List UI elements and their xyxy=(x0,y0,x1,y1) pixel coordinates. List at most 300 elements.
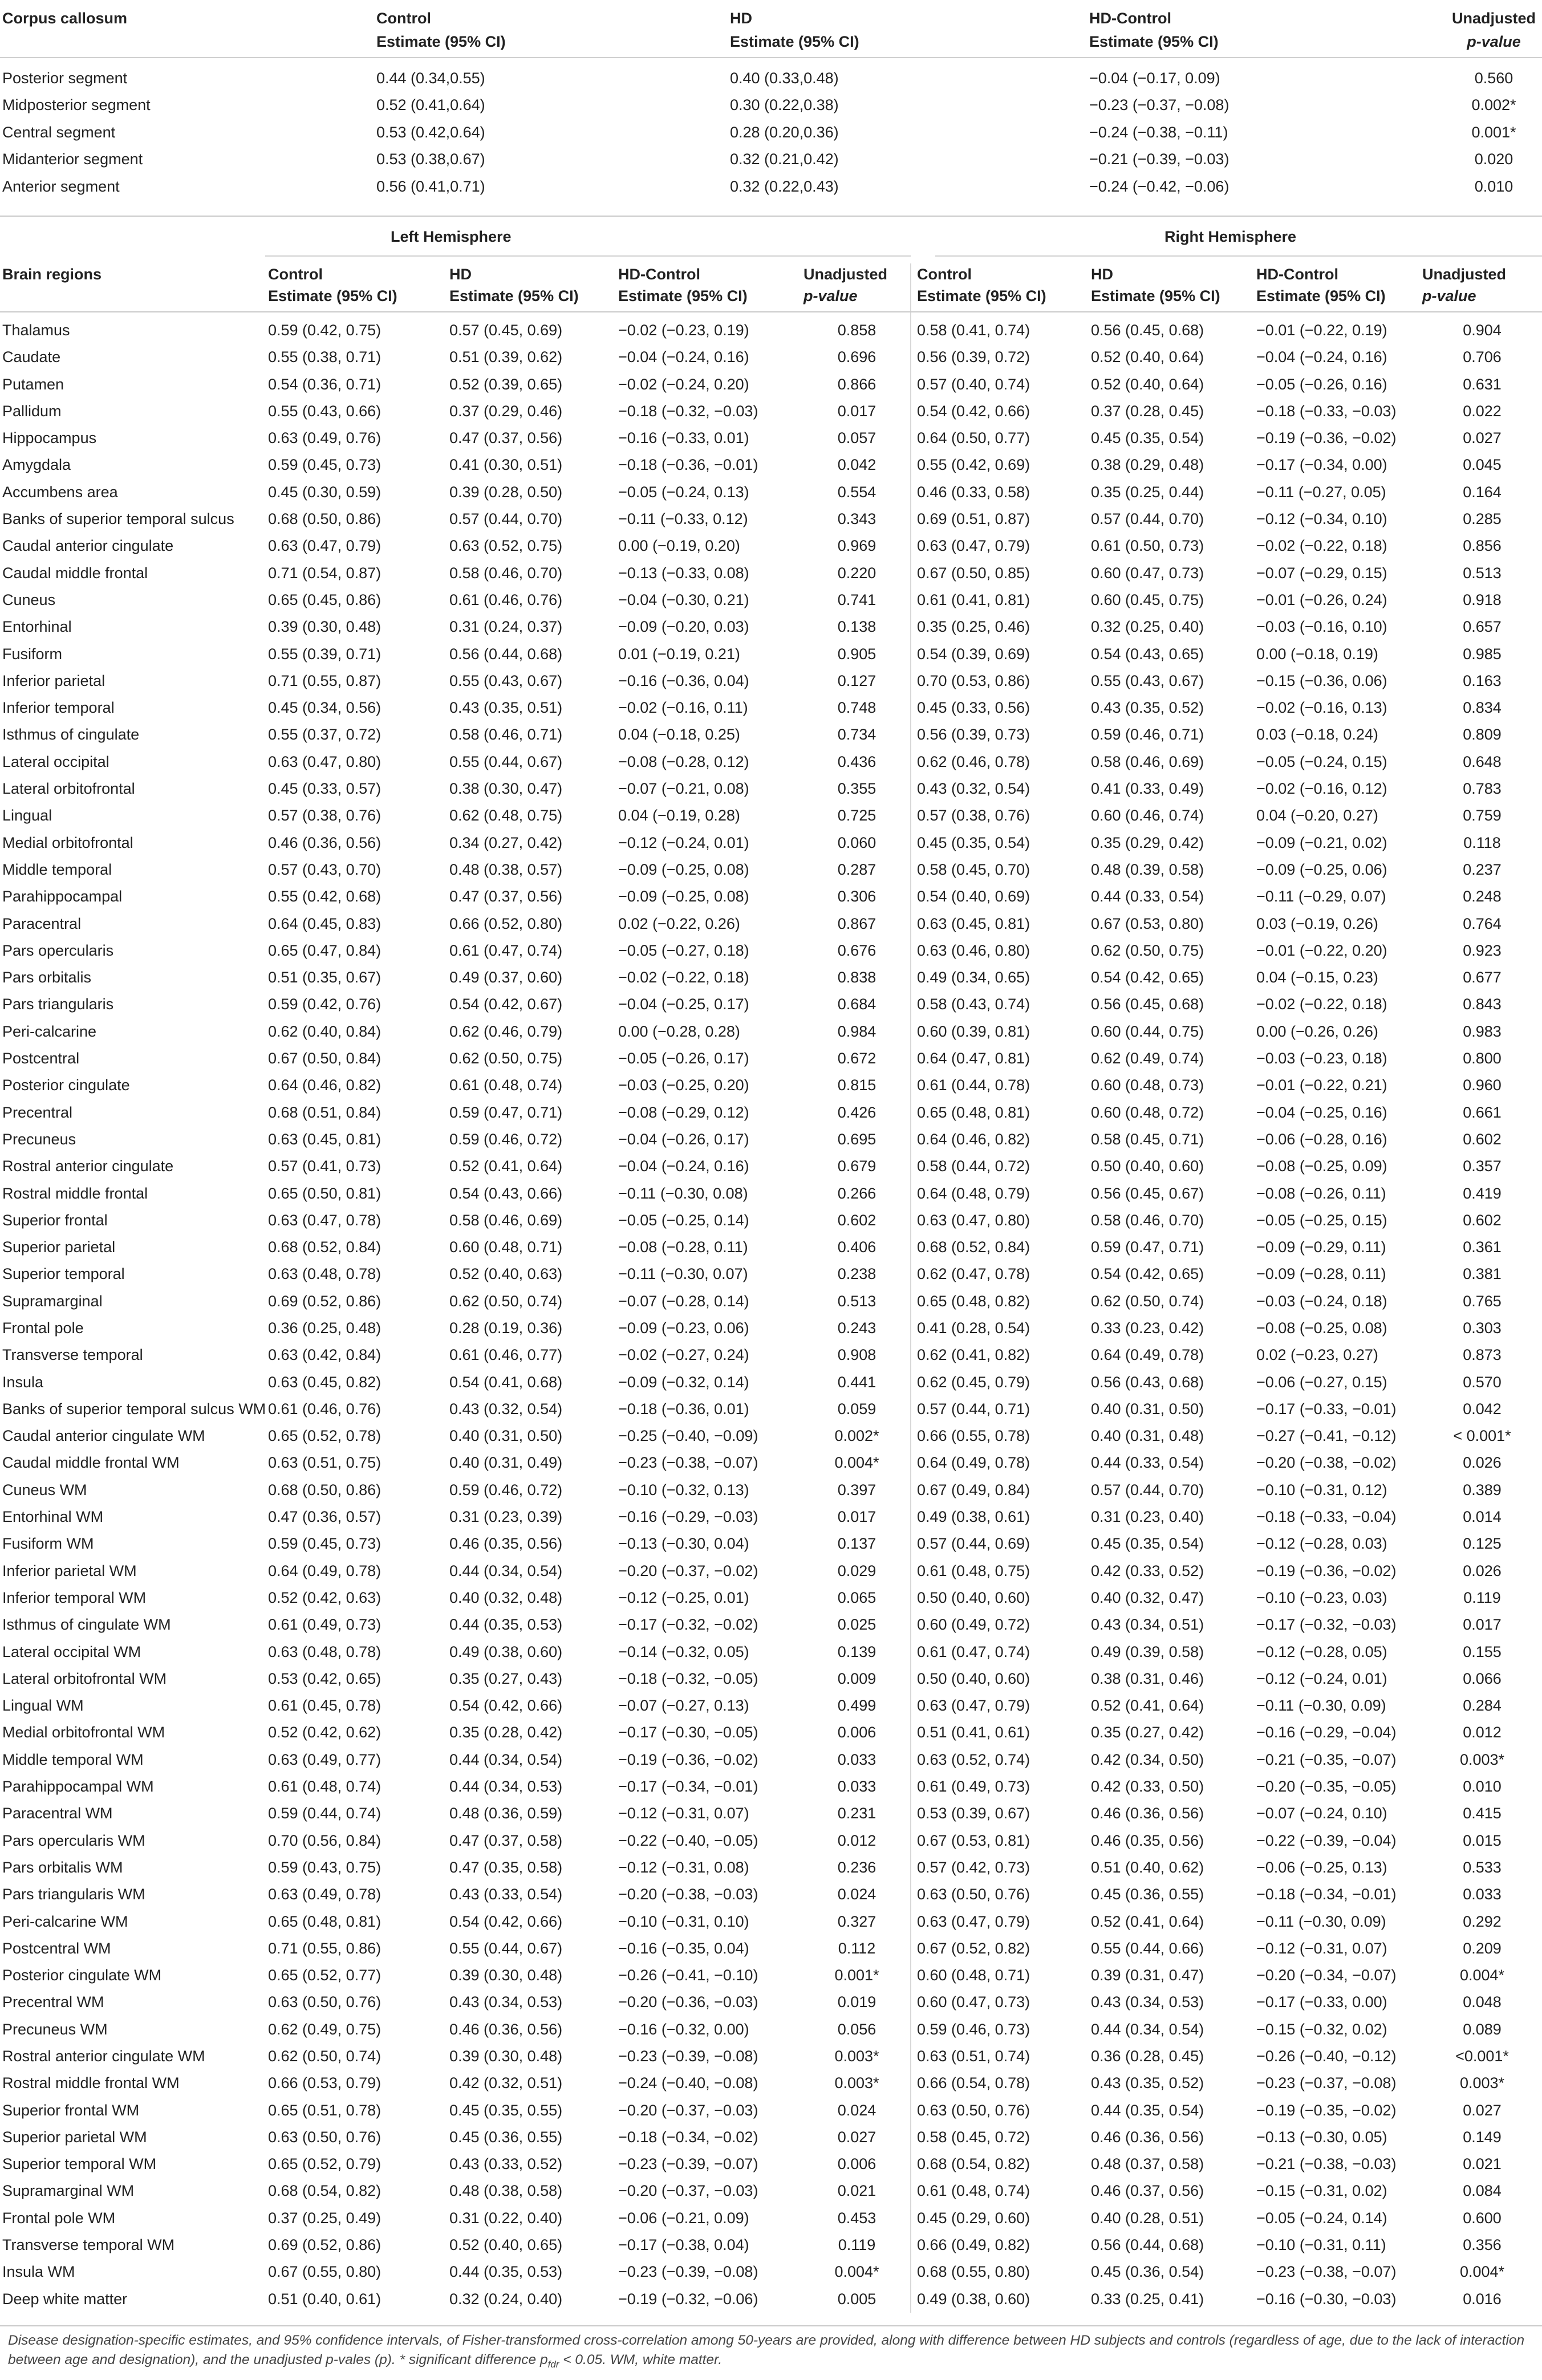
brain-region-cell: 0.858 xyxy=(804,312,911,344)
brain-region-cell: 0.63 (0.46, 0.80) xyxy=(917,941,1030,959)
brain-region-name: Pars triangularis xyxy=(2,996,114,1013)
brain-region-cell: 0.984 xyxy=(804,1018,911,1045)
brain-region-cell: 0.44 (0.35, 0.53) xyxy=(449,2263,563,2281)
brain-region-cell: 0.43 (0.35, 0.52) xyxy=(1091,2074,1204,2092)
brain-region-cell: 0.209 xyxy=(1463,1939,1502,1957)
brain-region-name: Peri-calcarine xyxy=(2,1022,97,1040)
left-hemisphere-title: Left Hemisphere xyxy=(391,228,512,245)
brain-region-cell: 0.61 (0.49, 0.73) xyxy=(917,1778,1030,1796)
brain-region-cell: 0.57 (0.40, 0.74) xyxy=(917,375,1030,393)
brain-region-cell: 0.56 (0.45, 0.68) xyxy=(1091,322,1204,339)
brain-region-cell: 0.137 xyxy=(804,1530,911,1557)
brain-region-cell: 0.41 (0.30, 0.51) xyxy=(449,456,563,474)
brain-region-cell: 0.010 xyxy=(1463,1778,1502,1796)
left-p-header: Unadjusted xyxy=(804,263,911,285)
brain-region-cell: 0.52 (0.40, 0.63) xyxy=(449,1265,563,1283)
brain-region-name: Isthmus of cingulate WM xyxy=(2,1616,171,1634)
brain-region-cell: 0.64 (0.50, 0.77) xyxy=(917,429,1030,447)
brain-region-cell: 0.65 (0.48, 0.81) xyxy=(917,1103,1030,1121)
brain-region-name: Transverse temporal WM xyxy=(2,2236,175,2254)
brain-region-cell: 0.60 (0.46, 0.74) xyxy=(1091,807,1204,825)
brain-region-cell: −0.15 (−0.36, 0.06) xyxy=(1256,672,1387,689)
brain-region-cell: 0.57 (0.44, 0.71) xyxy=(917,1400,1030,1418)
brain-region-cell: 0.60 (0.39, 0.81) xyxy=(917,1022,1030,1040)
brain-region-cell: −0.01 (−0.22, 0.20) xyxy=(1256,941,1387,959)
brain-region-cell: −0.20 (−0.37, −0.02) xyxy=(618,1562,758,1579)
brain-region-cell: 0.67 (0.52, 0.82) xyxy=(917,1939,1030,1957)
brain-region-row xyxy=(0,1935,1542,1962)
brain-region-cell: 0.65 (0.52, 0.77) xyxy=(268,1967,382,1984)
brain-region-cell: 0.266 xyxy=(804,1180,911,1207)
brain-region-cell: −0.06 (−0.28, 0.16) xyxy=(1256,1130,1387,1148)
brain-region-name: Inferior temporal xyxy=(2,699,115,717)
brain-region-cell: 0.357 xyxy=(1463,1157,1502,1175)
brain-region-row xyxy=(0,2232,1542,2259)
brain-region-cell: 0.45 (0.30, 0.59) xyxy=(268,483,382,501)
brain-region-row xyxy=(0,749,1542,775)
right-hd-subheader: Estimate (95% CI) xyxy=(1091,285,1256,312)
brain-region-name: Cuneus xyxy=(2,591,56,608)
cc-table-cell: 0.53 (0.42,0.64) xyxy=(376,123,485,141)
brain-region-cell: 0.661 xyxy=(1463,1103,1502,1121)
brain-region-cell: −0.08 (−0.25, 0.08) xyxy=(1256,1319,1387,1337)
brain-region-cell: −0.26 (−0.41, −0.10) xyxy=(618,1967,758,1984)
brain-region-cell: 0.00 (−0.26, 0.26) xyxy=(1256,1022,1378,1040)
brain-region-cell: 0.676 xyxy=(804,937,911,964)
brain-region-cell: −0.11 (−0.30, 0.08) xyxy=(618,1184,748,1202)
cc-segment-name: Central segment xyxy=(2,123,116,141)
brain-region-cell: 0.47 (0.36, 0.57) xyxy=(268,1508,382,1526)
brain-region-cell: −0.08 (−0.25, 0.09) xyxy=(1256,1157,1387,1175)
brain-region-cell: 0.024 xyxy=(804,2097,911,2124)
brain-region-cell: 0.69 (0.51, 0.87) xyxy=(917,510,1030,528)
brain-region-cell: 0.017 xyxy=(804,398,911,425)
brain-region-cell: 0.015 xyxy=(1463,1831,1502,1849)
brain-region-cell: 0.58 (0.45, 0.70) xyxy=(917,860,1030,878)
brain-region-cell: 0.61 (0.45, 0.78) xyxy=(268,1697,382,1715)
brain-region-cell: 0.004* xyxy=(1459,2263,1505,2281)
brain-region-cell: 0.45 (0.35, 0.54) xyxy=(1091,1535,1204,1553)
brain-region-cell: 0.39 (0.30, 0.48) xyxy=(449,2048,563,2065)
brain-region-cell: 0.55 (0.43, 0.66) xyxy=(268,402,382,420)
brain-region-cell: 0.67 (0.49, 0.84) xyxy=(917,1481,1030,1498)
brain-region-cell: −0.18 (−0.34, −0.02) xyxy=(618,2128,758,2146)
brain-region-cell: 0.809 xyxy=(1463,726,1502,744)
corpus-callosum-table xyxy=(0,0,1542,200)
brain-region-name: Lateral occipital WM xyxy=(2,1643,141,1660)
brain-region-cell: 0.065 xyxy=(804,1585,911,1611)
brain-region-row xyxy=(0,1692,1542,1719)
brain-region-cell: 0.54 (0.43, 0.65) xyxy=(1091,645,1204,663)
brain-region-row xyxy=(0,1261,1542,1288)
brain-region-row xyxy=(0,1747,1542,1773)
brain-region-cell: 0.62 (0.40, 0.84) xyxy=(268,1022,382,1040)
brain-region-cell: 0.61 (0.48, 0.74) xyxy=(268,1778,382,1796)
brain-region-cell: 0.003* xyxy=(804,2043,911,2070)
brain-region-cell: 0.50 (0.40, 0.60) xyxy=(1091,1157,1204,1175)
brain-region-cell: 0.44 (0.35, 0.53) xyxy=(449,1616,563,1634)
brain-region-cell: −0.04 (−0.30, 0.21) xyxy=(618,591,749,608)
brain-region-cell: 0.406 xyxy=(804,1234,911,1261)
brain-region-cell: 0.03 (−0.18, 0.24) xyxy=(1256,726,1378,744)
brain-region-cell: 0.684 xyxy=(804,991,911,1018)
brain-region-cell: −0.13 (−0.30, 0.04) xyxy=(618,1535,749,1553)
brain-region-name: Posterior cingulate xyxy=(2,1077,130,1094)
brain-region-cell: −0.09 (−0.25, 0.08) xyxy=(618,888,749,905)
brain-region-cell: −0.12 (−0.31, 0.07) xyxy=(1256,1939,1387,1957)
brain-region-row xyxy=(0,2070,1542,2097)
brain-region-cell: −0.05 (−0.27, 0.18) xyxy=(618,941,749,959)
brain-region-cell: 0.026 xyxy=(1463,1454,1502,1472)
brain-region-cell: 0.55 (0.44, 0.67) xyxy=(449,753,563,770)
brain-region-name: Caudal anterior cingulate xyxy=(2,537,174,555)
brain-region-cell: 0.63 (0.50, 0.76) xyxy=(268,1993,382,2011)
brain-region-row xyxy=(0,937,1542,964)
brain-region-cell: 0.71 (0.54, 0.87) xyxy=(268,564,382,582)
brain-region-cell: −0.02 (−0.16, 0.12) xyxy=(1256,780,1387,798)
brain-region-cell: 0.44 (0.34, 0.54) xyxy=(449,1562,563,1579)
brain-region-cell: 0.68 (0.52, 0.84) xyxy=(268,1238,382,1256)
brain-region-cell: 0.31 (0.23, 0.40) xyxy=(1091,1508,1204,1526)
brain-region-row xyxy=(0,1153,1542,1180)
brain-region-cell: 0.63 (0.45, 0.82) xyxy=(268,1373,382,1391)
brain-region-cell: −0.18 (−0.32, −0.05) xyxy=(618,1670,758,1687)
brain-region-cell: 0.764 xyxy=(1463,915,1502,932)
brain-region-cell: 0.748 xyxy=(804,694,911,721)
brain-region-cell: 0.63 (0.45, 0.81) xyxy=(917,915,1030,932)
brain-region-cell: 0.59 (0.46, 0.73) xyxy=(917,2020,1030,2038)
right-diff-header: HD-Control xyxy=(1256,266,1338,283)
brain-region-cell: 0.55 (0.44, 0.66) xyxy=(1091,1939,1204,1957)
brain-region-cell: 0.55 (0.39, 0.71) xyxy=(268,645,382,663)
brain-region-cell: 0.65 (0.48, 0.81) xyxy=(268,1912,382,1930)
brain-region-cell: −0.04 (−0.24, 0.16) xyxy=(1256,348,1387,366)
brain-region-cell: −0.23 (−0.39, −0.08) xyxy=(618,2048,758,2065)
brain-region-cell: 0.45 (0.36, 0.55) xyxy=(1091,1886,1204,1903)
brain-region-cell: 0.657 xyxy=(1463,618,1502,636)
brain-region-cell: 0.741 xyxy=(804,587,911,614)
brain-region-cell: 0.64 (0.49, 0.78) xyxy=(917,1454,1030,1472)
brain-region-cell: 0.55 (0.38, 0.71) xyxy=(268,348,382,366)
brain-region-cell: 0.54 (0.42, 0.66) xyxy=(449,1912,563,1930)
brain-region-cell: 0.56 (0.39, 0.73) xyxy=(917,726,1030,744)
brain-region-cell: 0.43 (0.34, 0.53) xyxy=(1091,1993,1204,2011)
brain-region-cell: −0.08 (−0.26, 0.11) xyxy=(1256,1184,1386,1202)
brain-region-row xyxy=(0,2097,1542,2124)
brain-region-name: Transverse temporal xyxy=(2,1346,143,1364)
brain-region-cell: 0.61 (0.47, 0.74) xyxy=(917,1643,1030,1660)
brain-region-cell: −0.06 (−0.27, 0.15) xyxy=(1256,1373,1387,1391)
brain-region-cell: 0.71 (0.55, 0.87) xyxy=(268,672,382,689)
brain-region-name: Superior temporal WM xyxy=(2,2155,157,2173)
cc-col-p: Unadjusted xyxy=(1451,10,1536,27)
brain-region-cell: 0.248 xyxy=(1463,888,1502,905)
cc-table-cell: 0.32 (0.22,0.43) xyxy=(730,177,839,195)
brain-region-cell: 0.64 (0.45, 0.83) xyxy=(268,915,382,932)
brain-region-cell: 0.045 xyxy=(1463,456,1502,474)
brain-region-cell: 0.52 (0.42, 0.63) xyxy=(268,1589,382,1606)
brain-region-cell: 0.58 (0.43, 0.74) xyxy=(917,996,1030,1013)
brain-region-cell: −0.16 (−0.29, −0.04) xyxy=(1256,1724,1397,1741)
brain-region-name: Middle temporal WM xyxy=(2,1751,144,1768)
brain-region-cell: −0.13 (−0.33, 0.08) xyxy=(618,564,749,582)
brain-region-cell: 0.426 xyxy=(804,1099,911,1126)
brain-region-name: Superior frontal WM xyxy=(2,2101,140,2119)
brain-region-name: Hippocampus xyxy=(2,429,97,447)
brain-region-cell: 0.533 xyxy=(1463,1858,1502,1876)
brain-region-cell: −0.01 (−0.26, 0.24) xyxy=(1256,591,1387,608)
brain-region-name: Medial orbitofrontal WM xyxy=(2,1724,165,1741)
brain-region-row xyxy=(0,830,1542,856)
brain-region-cell: 0.61 (0.48, 0.75) xyxy=(917,1562,1030,1579)
brain-region-name: Parahippocampal xyxy=(2,888,123,905)
brain-region-cell: 0.002* xyxy=(804,1423,911,1449)
cc-col-control-sub: Estimate (95% CI) xyxy=(376,30,730,58)
brain-region-cell: −0.21 (−0.38, −0.03) xyxy=(1256,2155,1397,2173)
brain-region-cell: 0.65 (0.47, 0.84) xyxy=(268,941,382,959)
brain-region-cell: 0.033 xyxy=(804,1747,911,1773)
brain-region-cell: 0.025 xyxy=(804,1611,911,1638)
brain-region-cell: 0.40 (0.31, 0.48) xyxy=(1091,1427,1204,1445)
brain-region-cell: 0.45 (0.35, 0.54) xyxy=(1091,429,1204,447)
brain-region-row xyxy=(0,1126,1542,1153)
brain-region-cell: 0.453 xyxy=(804,2205,911,2232)
brain-region-cell: 0.57 (0.44, 0.70) xyxy=(449,510,563,528)
cc-table-row xyxy=(0,119,1542,146)
brain-region-row xyxy=(0,1827,1542,1854)
brain-region-cell: <0.001* xyxy=(1455,2048,1509,2065)
brain-region-row xyxy=(0,721,1542,748)
brain-region-row xyxy=(0,775,1542,802)
brain-region-row xyxy=(0,1989,1542,2016)
brain-region-cell: 0.04 (−0.15, 0.23) xyxy=(1256,969,1378,986)
brain-region-cell: 0.68 (0.54, 0.82) xyxy=(268,2182,382,2200)
brain-region-row xyxy=(0,560,1542,587)
brain-region-cell: 0.33 (0.23, 0.42) xyxy=(1091,1319,1204,1337)
brain-region-cell: 0.39 (0.28, 0.50) xyxy=(449,483,563,501)
brain-region-cell: 0.38 (0.29, 0.48) xyxy=(1091,456,1204,474)
brain-region-cell: −0.08 (−0.28, 0.12) xyxy=(618,753,749,770)
brain-region-cell: 0.019 xyxy=(804,1989,911,2016)
brain-region-row xyxy=(0,1881,1542,1908)
brain-region-cell: 0.61 (0.50, 0.73) xyxy=(1091,537,1204,555)
brain-region-cell: −0.09 (−0.23, 0.06) xyxy=(618,1319,749,1337)
brain-region-cell: 0.52 (0.41, 0.64) xyxy=(1091,1697,1204,1715)
brain-region-cell: −0.07 (−0.24, 0.10) xyxy=(1256,1805,1387,1822)
brain-region-cell: 0.513 xyxy=(804,1288,911,1315)
brain-region-cell: 0.65 (0.52, 0.78) xyxy=(268,1427,382,1445)
brain-region-cell: 0.59 (0.46, 0.72) xyxy=(449,1481,563,1498)
brain-region-cell: 0.35 (0.27, 0.42) xyxy=(1091,1724,1204,1741)
brain-region-cell: 0.220 xyxy=(804,560,911,587)
brain-region-cell: 0.54 (0.39, 0.69) xyxy=(917,645,1030,663)
brain-region-cell: 0.027 xyxy=(804,2124,911,2151)
brain-region-cell: 0.63 (0.51, 0.74) xyxy=(917,2048,1030,2065)
brain-region-cell: 0.003* xyxy=(1459,2074,1505,2092)
brain-region-cell: 0.58 (0.46, 0.69) xyxy=(449,1211,563,1229)
brain-region-cell: 0.695 xyxy=(804,1126,911,1153)
brain-region-cell: 0.68 (0.51, 0.84) xyxy=(268,1103,382,1121)
right-hemisphere-rule xyxy=(935,255,1542,257)
brain-region-row xyxy=(0,964,1542,991)
brain-region-cell: 0.62 (0.47, 0.78) xyxy=(917,1265,1030,1283)
brain-region-name: Superior parietal WM xyxy=(2,2128,147,2146)
brain-region-name: Superior frontal xyxy=(2,1211,108,1229)
brain-region-cell: 0.089 xyxy=(1463,2020,1502,2038)
brain-region-cell: −0.12 (−0.24, 0.01) xyxy=(618,834,749,851)
brain-region-cell: 0.057 xyxy=(804,425,911,452)
brain-region-cell: 0.64 (0.49, 0.78) xyxy=(1091,1346,1204,1364)
brain-region-row xyxy=(0,668,1542,694)
brain-region-cell: 0.63 (0.50, 0.76) xyxy=(268,2128,382,2146)
brain-region-name: Insula xyxy=(2,1373,44,1391)
brain-region-cell: 0.042 xyxy=(1463,1400,1502,1418)
brain-region-cell: 0.55 (0.37, 0.72) xyxy=(268,726,382,744)
brain-region-name: Precuneus xyxy=(2,1130,76,1148)
brain-region-cell: 0.47 (0.37, 0.56) xyxy=(449,888,563,905)
brain-region-cell: −0.02 (−0.22, 0.18) xyxy=(618,969,749,986)
cc-table-cell: 0.30 (0.22,0.38) xyxy=(730,96,839,114)
cc-table-cell: 0.001* xyxy=(1471,123,1516,141)
brain-region-cell: 0.59 (0.45, 0.73) xyxy=(268,456,382,474)
brain-region-row xyxy=(0,1180,1542,1207)
brain-region-cell: 0.52 (0.40, 0.64) xyxy=(1091,375,1204,393)
brain-region-cell: −0.12 (−0.25, 0.01) xyxy=(618,1589,749,1606)
brain-region-cell: 0.44 (0.35, 0.54) xyxy=(1091,2101,1204,2119)
brain-region-cell: −0.21 (−0.35, −0.07) xyxy=(1256,1751,1397,1768)
brain-region-cell: 0.004* xyxy=(804,2259,911,2285)
brain-region-cell: 0.55 (0.43, 0.67) xyxy=(1091,672,1204,689)
brain-region-cell: 0.005 xyxy=(804,2286,911,2313)
brain-region-name: Inferior temporal WM xyxy=(2,1589,147,1606)
brain-region-row xyxy=(0,1504,1542,1530)
brain-region-cell: 0.602 xyxy=(1463,1211,1502,1229)
brain-region-name: Amygdala xyxy=(2,456,71,474)
brain-region-cell: 0.62 (0.48, 0.75) xyxy=(449,807,563,825)
left-diff-header: HD-Control xyxy=(618,266,700,283)
brain-region-name: Lateral occipital xyxy=(2,753,109,770)
brain-region-cell: 0.843 xyxy=(1463,996,1502,1013)
brain-region-row xyxy=(0,1045,1542,1072)
brain-region-cell: 0.45 (0.33, 0.56) xyxy=(917,699,1030,717)
brain-region-cell: 0.56 (0.39, 0.72) xyxy=(917,348,1030,366)
brain-region-name: Fusiform xyxy=(2,645,63,663)
brain-region-cell: 0.42 (0.33, 0.50) xyxy=(1091,1778,1204,1796)
cc-segment-name: Anterior segment xyxy=(2,177,120,195)
brain-region-cell: 0.231 xyxy=(804,1800,911,1827)
brain-region-cell: 0.554 xyxy=(804,479,911,506)
brain-region-cell: 0.47 (0.35, 0.58) xyxy=(449,1858,563,1876)
brain-region-cell: −0.25 (−0.40, −0.09) xyxy=(618,1427,758,1445)
brain-region-row xyxy=(0,533,1542,559)
brain-region-cell: −0.11 (−0.33, 0.12) xyxy=(618,510,748,528)
brain-region-cell: 0.43 (0.35, 0.51) xyxy=(449,699,563,717)
brain-region-name: Caudal middle frontal WM xyxy=(2,1454,180,1472)
brain-region-name: Lingual WM xyxy=(2,1697,84,1715)
brain-region-cell: 0.04 (−0.20, 0.27) xyxy=(1256,807,1378,825)
brain-region-cell: −0.17 (−0.32, −0.02) xyxy=(618,1616,758,1634)
brain-region-cell: 0.51 (0.35, 0.67) xyxy=(268,969,382,986)
brain-region-cell: −0.18 (−0.36, −0.01) xyxy=(618,456,758,474)
brain-region-cell: −0.03 (−0.16, 0.10) xyxy=(1256,618,1387,636)
brain-region-cell: 0.00 (−0.18, 0.19) xyxy=(1256,645,1378,663)
brain-regions-body xyxy=(0,312,1542,2313)
brain-region-name: Fusiform WM xyxy=(2,1535,94,1553)
brain-region-cell: −0.20 (−0.37, −0.03) xyxy=(618,2101,758,2119)
brain-region-cell: −0.26 (−0.40, −0.12) xyxy=(1256,2048,1397,2065)
brain-region-cell: −0.22 (−0.40, −0.05) xyxy=(618,1831,758,1849)
brain-region-cell: 0.68 (0.54, 0.82) xyxy=(917,2155,1030,2173)
brain-region-cell: 0.35 (0.29, 0.42) xyxy=(1091,834,1204,851)
brain-region-cell: 0.45 (0.33, 0.57) xyxy=(268,780,382,798)
brain-region-cell: −0.09 (−0.25, 0.06) xyxy=(1256,860,1387,878)
brain-region-cell: 0.58 (0.46, 0.70) xyxy=(449,564,563,582)
brain-region-row xyxy=(0,1207,1542,1234)
brain-region-cell: −0.15 (−0.32, 0.02) xyxy=(1256,2020,1387,2038)
brain-region-name: Accumbens area xyxy=(2,483,118,501)
brain-region-cell: 0.923 xyxy=(1463,941,1502,959)
brain-region-cell: 0.164 xyxy=(1463,483,1502,501)
brain-region-name: Entorhinal xyxy=(2,618,72,636)
brain-region-cell: 0.009 xyxy=(804,1666,911,1692)
brain-region-cell: 0.55 (0.42, 0.69) xyxy=(917,456,1030,474)
brain-region-row xyxy=(0,2151,1542,2178)
brain-region-cell: 0.58 (0.46, 0.71) xyxy=(449,726,563,744)
brain-regions-header: Brain regions xyxy=(2,266,102,283)
brain-region-cell: −0.10 (−0.31, 0.12) xyxy=(1256,1481,1387,1498)
brain-region-row xyxy=(0,641,1542,668)
brain-region-cell: 0.236 xyxy=(804,1854,911,1881)
brain-region-cell: −0.16 (−0.35, 0.04) xyxy=(618,1939,749,1957)
brain-region-row xyxy=(0,991,1542,1018)
brain-region-cell: 0.55 (0.42, 0.68) xyxy=(268,888,382,905)
brain-region-cell: 0.292 xyxy=(1463,1912,1502,1930)
brain-region-name: Parahippocampal WM xyxy=(2,1778,154,1796)
brain-region-cell: −0.02 (−0.23, 0.19) xyxy=(618,322,749,339)
brain-region-cell: 0.32 (0.24, 0.40) xyxy=(449,2290,563,2308)
brain-region-cell: 0.021 xyxy=(1463,2155,1502,2173)
brain-region-cell: −0.20 (−0.38, −0.03) xyxy=(618,1886,758,1903)
brain-region-cell: 0.026 xyxy=(1463,1562,1502,1579)
brain-region-row xyxy=(0,1773,1542,1800)
cc-col-diff: HD-Control xyxy=(1089,10,1171,27)
brain-region-cell: 0.60 (0.47, 0.73) xyxy=(917,1993,1030,2011)
brain-region-cell: 0.65 (0.52, 0.79) xyxy=(268,2155,382,2173)
brain-region-cell: 0.63 (0.52, 0.75) xyxy=(449,537,563,555)
brain-region-name: Pallidum xyxy=(2,402,62,420)
brain-region-cell: 0.441 xyxy=(804,1369,911,1396)
brain-region-cell: 0.287 xyxy=(804,856,911,883)
brain-region-cell: 0.65 (0.50, 0.81) xyxy=(268,1184,382,1202)
brain-region-cell: 0.56 (0.43, 0.68) xyxy=(1091,1373,1204,1391)
brain-region-cell: 0.58 (0.45, 0.71) xyxy=(1091,1130,1204,1148)
brain-region-cell: 0.62 (0.50, 0.74) xyxy=(1091,1292,1204,1310)
brain-region-cell: 0.49 (0.38, 0.60) xyxy=(917,2290,1030,2308)
brain-region-cell: 0.006 xyxy=(804,2151,911,2178)
brain-region-cell: −0.23 (−0.37, −0.08) xyxy=(1256,2074,1397,2092)
brain-region-row xyxy=(0,371,1542,398)
brain-region-cell: 0.63 (0.47, 0.80) xyxy=(917,1211,1030,1229)
brain-region-cell: 0.415 xyxy=(1463,1805,1502,1822)
brain-region-cell: −0.05 (−0.24, 0.14) xyxy=(1256,2209,1387,2227)
brain-region-cell: −0.11 (−0.30, 0.09) xyxy=(1256,1697,1386,1715)
brain-region-row xyxy=(0,1072,1542,1099)
brain-region-row xyxy=(0,344,1542,371)
brain-region-name: Banks of superior temporal sulcus WM xyxy=(2,1400,266,1418)
brain-region-cell: 0.127 xyxy=(804,668,911,694)
brain-region-cell: −0.16 (−0.29, −0.03) xyxy=(618,1508,758,1526)
brain-region-cell: 0.361 xyxy=(1463,1238,1502,1256)
